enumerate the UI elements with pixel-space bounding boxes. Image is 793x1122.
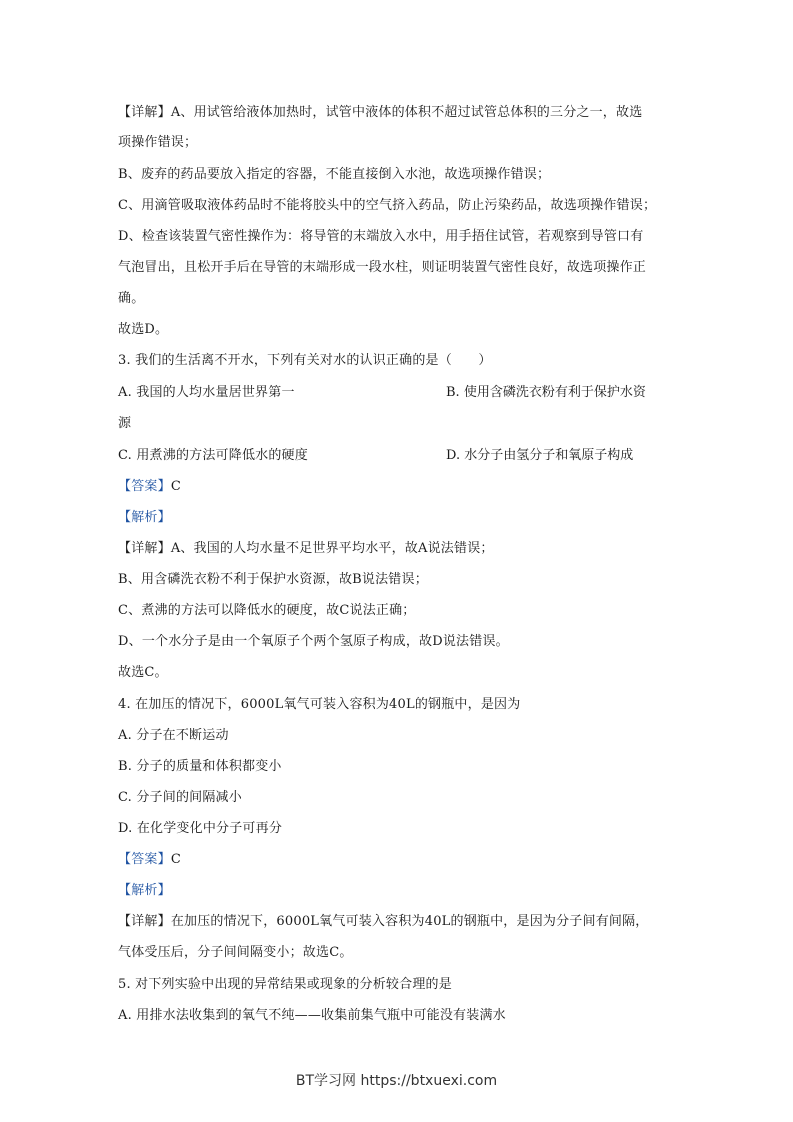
q2-detail-c: C、用滴管吸取液体药品时不能将胶头中的空气挤入药品，防止污染药品，故选项操作错误； xyxy=(118,198,657,213)
q4-answer xyxy=(118,851,181,869)
detail-tag: 【详解】 xyxy=(118,541,171,556)
q2-detail-d-3: 确。 xyxy=(118,291,145,306)
q3-detail-a-text: A、我国的人均水量不足世界平均水平，故A说法错误； xyxy=(170,541,494,556)
q3-detail-d: D、一个水分子是由一个氧原子个两个氢原子构成，故D说法错误。 xyxy=(118,634,509,649)
q4-detail-1 xyxy=(118,913,649,931)
q2-detail-d-1: D、检查该装置气密性操作为：将导管的末端放入水中，用手捂住试管，若观察到导管口有 xyxy=(118,229,644,244)
q4-analysis-tag: 【解析】 xyxy=(118,883,171,898)
q2-detail-d-2: 气泡冒出，且松开手后在导管的末端形成一段水柱，则证明装置气密性良好，故选项操作正 xyxy=(118,260,647,275)
detail-tag: 【详解】 xyxy=(118,914,171,929)
q4-option-c: C. 分子间的间隔减小 xyxy=(118,790,242,805)
q4-option-b: B. 分子的质量和体积都变小 xyxy=(118,759,282,774)
q3-analysis-tag: 【解析】 xyxy=(118,510,171,525)
q3-option-b: B. 使用含磷洗衣粉有利于保护水资 xyxy=(446,385,646,400)
q3-option-b-wrap: 源 xyxy=(118,416,132,431)
q5-option-a: A. 用排水法收集到的氧气不纯——收集前集气瓶中可能没有装满水 xyxy=(118,1008,506,1023)
q3-option-a: A. 我国的人均水量居世界第一 xyxy=(118,385,295,400)
q2-conclusion: 故选D。 xyxy=(118,322,169,337)
detail-tag: 【详解】 xyxy=(118,105,171,120)
q4-option-d: D. 在化学变化中分子可再分 xyxy=(118,821,283,836)
q3-answer xyxy=(118,478,181,496)
q3-option-d: D. 水分子由氢分子和氧原子构成 xyxy=(446,448,634,463)
q2-detail-b: B、废弃的药品要放入指定的容器，不能直接倒入水池，故选项操作错误； xyxy=(118,167,551,182)
q3-detail-a xyxy=(118,540,494,558)
answer-value: C xyxy=(170,852,181,867)
q3-stem: 3. 我们的生活离不开水，下列有关对水的认识正确的是（ ） xyxy=(118,353,492,368)
answer-tag: 【答案】 xyxy=(118,852,171,867)
q4-detail-2: 气体受压后，分子间间隔变小；故选C。 xyxy=(118,945,353,960)
answer-value: C xyxy=(170,479,181,494)
q3-detail-c: C、煮沸的方法可以降低水的硬度，故C说法正确； xyxy=(118,603,416,618)
footer-watermark: BT学习网 https://btxuexi.com xyxy=(295,1073,498,1089)
q3-conclusion: 故选C。 xyxy=(118,665,168,680)
answer-tag: 【答案】 xyxy=(118,479,171,494)
q2-detail-text-a: A、用试管给液体加热时，试管中液体的体积不超过试管总体积的三分之一，故选 xyxy=(170,105,643,120)
q5-stem: 5. 对下列实验中出现的异常结果或现象的分析较合理的是 xyxy=(118,977,452,992)
q3-option-c: C. 用煮沸的方法可降低水的硬度 xyxy=(118,448,308,463)
q3-detail-b: B、用含磷洗衣粉不利于保护水资源，故B说法错误； xyxy=(118,572,428,587)
q4-stem: 4. 在加压的情况下，6000L氧气可装入容积为40L的钢瓶中，是因为 xyxy=(118,697,521,712)
q4-option-a: A. 分子在不断运动 xyxy=(118,728,229,743)
q2-detail-line-1 xyxy=(118,104,642,122)
q4-detail-1-text: 在加压的情况下，6000L氧气可装入容积为40L的钢瓶中，是因为分子间有间隔， xyxy=(170,914,649,929)
q2-detail-line-2: 项操作错误； xyxy=(118,135,198,150)
